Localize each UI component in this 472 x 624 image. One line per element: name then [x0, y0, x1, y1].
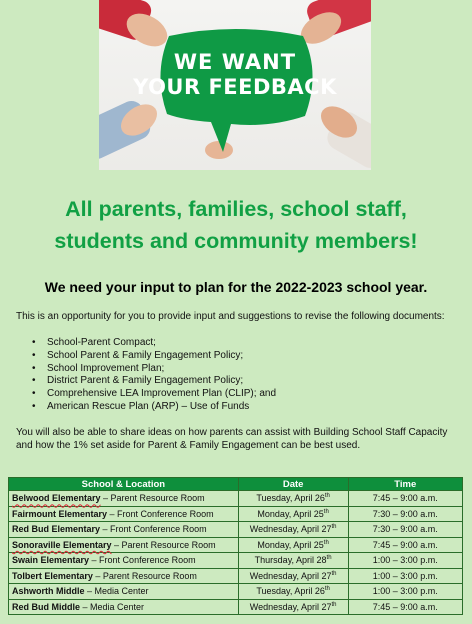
location: – Parent Resource Room: [100, 493, 205, 504]
time: 7:30 – 9:00 a.m.: [348, 506, 463, 522]
intro-paragraph: This is an opportunity for you to provide input and suggestions to revise the following documents:: [16, 311, 445, 322]
location: – Front Conference Room: [89, 555, 196, 566]
school-name: Red Bud Middle: [12, 601, 80, 612]
date-suffix: th: [331, 601, 337, 608]
date-suffix: th: [324, 493, 330, 500]
list-item: • School-Parent Compact;: [32, 337, 276, 350]
outro-paragraph: You will also be able to share ideas on how parents can assist with Building School Staff Capacity and how the 1% set aside for Parent & Family Engagement can be best used.: [16, 427, 448, 451]
date: Monday, April 25: [257, 539, 324, 550]
date-suffix: th: [331, 524, 337, 531]
time: 1:00 – 3:00 p.m.: [348, 553, 463, 569]
feedback-banner-image: [99, 0, 371, 170]
date-suffix: th: [324, 586, 330, 593]
date: Tuesday, April 26: [256, 586, 325, 597]
table-row: [9, 553, 463, 569]
date: Wednesday, April 27: [249, 570, 332, 581]
list-item: • Comprehensive LEA Improvement Plan (CLIP); and: [32, 388, 276, 401]
school-name: Fairmount Elementary: [12, 508, 108, 519]
list-item: • District Parent & Family Engagement Policy;: [32, 375, 276, 388]
location: – Front Conference Room: [107, 508, 214, 519]
time: 7:30 – 9:00 a.m.: [348, 522, 463, 538]
table-row: [9, 599, 463, 615]
table-row: [9, 491, 463, 507]
date: Thursday, April 28: [254, 555, 327, 566]
location: – Front Conference Room: [100, 524, 207, 535]
list-item: • School Improvement Plan;: [32, 363, 276, 376]
headline-line-2: students and community members!: [54, 229, 418, 253]
date-suffix: th: [323, 539, 329, 546]
school-name: Ashworth Middle: [12, 586, 85, 597]
list-item: • American Rescue Plan (ARP) – Use of Funds: [32, 401, 276, 414]
date-suffix: th: [331, 570, 337, 577]
time: 7:45 – 9:00 a.m.: [348, 537, 463, 553]
column-header-school: School & Location: [9, 478, 239, 491]
table-row: [9, 568, 463, 584]
column-header-date: Date: [238, 478, 348, 491]
banner-line-1: WE WANT: [173, 50, 297, 74]
time: 7:45 – 9:00 a.m.: [348, 599, 463, 615]
time: 1:00 – 3:00 p.m.: [348, 584, 463, 600]
column-header-time: Time: [348, 478, 463, 491]
documents-list: [32, 337, 276, 414]
subheading: We need your input to plan for the 2022-2023 school year.: [44, 279, 428, 295]
school-name: Belwood Elementary: [12, 493, 101, 504]
date-suffix: th: [323, 508, 329, 515]
school-name: Red Bud Elementary: [12, 524, 101, 535]
school-name: Swain Elementary: [12, 555, 90, 566]
school-name: Tolbert Elementary: [12, 570, 93, 581]
date: Tuesday, April 26: [256, 493, 325, 504]
school-name: Sonoraville Elementary: [12, 539, 112, 550]
table-row: [9, 537, 463, 553]
location: – Parent Resource Room: [111, 539, 216, 550]
date: Wednesday, April 27: [249, 524, 332, 535]
table-row: [9, 506, 463, 522]
location: – Media Center: [84, 586, 149, 597]
location: – Parent Resource Room: [92, 570, 197, 581]
time: 1:00 – 3:00 p.m.: [348, 568, 463, 584]
location: – Media Center: [80, 601, 145, 612]
table-row: [9, 522, 463, 538]
banner-line-2: YOUR FEEDBACK: [133, 75, 337, 99]
headline-line-1: All parents, families, school staff,: [65, 197, 407, 221]
time: 7:45 – 9:00 a.m.: [348, 491, 463, 507]
schedule-table: [8, 477, 463, 615]
table-header-row: [9, 478, 463, 491]
table-row: [9, 584, 463, 600]
list-item: • School Parent & Family Engagement Policy;: [32, 350, 276, 363]
date: Wednesday, April 27: [249, 601, 332, 612]
date-suffix: th: [326, 555, 332, 562]
date: Monday, April 25: [257, 508, 324, 519]
